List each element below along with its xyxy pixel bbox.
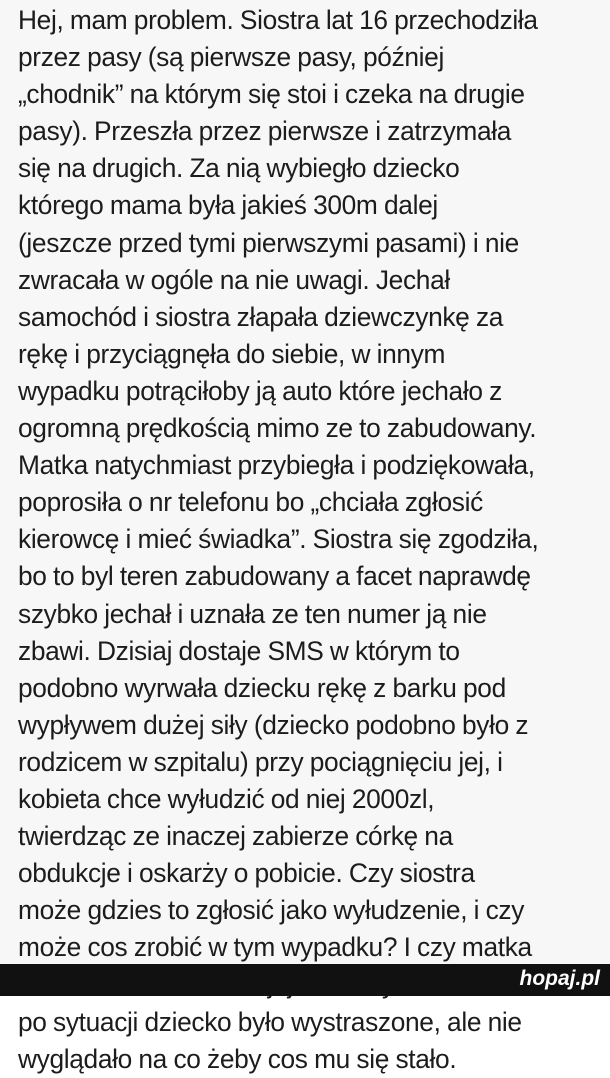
post-line: rodzicem w szpitalu) przy pociągnięciu jej, i <box>18 746 503 777</box>
post-line: „chodnik” na którym się stoi i czeka na drugie <box>18 79 525 110</box>
post-line: Matka natychmiast przybiegła i podziękowała, <box>18 450 535 481</box>
post-line: pasy). Przeszła przez pierwsze i zatrzymała <box>18 116 512 147</box>
post-line: zbawi. Dzisiaj dostaje SMS w którym to <box>18 635 460 666</box>
post-line: może gdzies to zgłosić jako wyłudzenie, i czy <box>18 895 525 926</box>
post-line: Hej, mam problem. Siostra lat 16 przechodziła <box>18 5 538 35</box>
post-line: podobno wyrwała dziecku rękę z barku pod <box>18 672 506 703</box>
post-line: kobieta chce wyłudzić od niej 2000zl, <box>18 783 435 814</box>
post-line: przez pasy (są pierwsze pasy, później <box>18 42 444 73</box>
post-line: (jeszcze przed tymi pierwszymi pasami) i nie <box>18 227 519 258</box>
post-line: po sytuacji dziecko było wystraszone, ale nie <box>18 1006 522 1037</box>
post-text <box>18 2 608 1078</box>
post-line: zwracała w ogóle na nie uwagi. Jechał <box>18 264 450 295</box>
site-watermark: hopaj.pl <box>519 967 600 990</box>
post-line: może cos zrobić w tym wypadku? I czy matka <box>18 932 532 963</box>
post-line: kierowcę i mieć świadka”. Siostra się zgodziła, <box>18 524 539 555</box>
post-line: wyglądało na co żeby cos mu się stało. <box>18 1043 457 1074</box>
post-line: obdukcje i oskarży o pobicie. Czy siostra <box>18 858 475 889</box>
post-line: rękę i przyciągnęła do siebie, w innym <box>18 338 446 369</box>
post-line: samochód i siostra złapała dziewczynkę za <box>18 301 504 332</box>
post-line: poprosiła o nr telefonu bo „chciała zgłosić <box>18 487 483 518</box>
post-line: wypływem dużej siły (dziecko podobno było z <box>18 709 529 740</box>
post-line: bo to byl teren zabudowany a facet naprawdę <box>18 561 531 592</box>
watermark-bar <box>0 964 610 996</box>
post-line: twierdząc ze inaczej zabierze córkę na <box>18 821 453 852</box>
post-line: szybko jechał i uznała ze ten numer ją nie <box>18 598 487 629</box>
post-line: ogromną prędkością mimo ze to zabudowany. <box>18 413 537 444</box>
post-line: się na drugich. Za nią wybiegło dziecko <box>18 153 460 184</box>
post-line: którego mama była jakieś 300m dalej <box>18 190 438 221</box>
post-line: wypadku potrąciłoby ją auto które jechało z <box>18 375 502 406</box>
